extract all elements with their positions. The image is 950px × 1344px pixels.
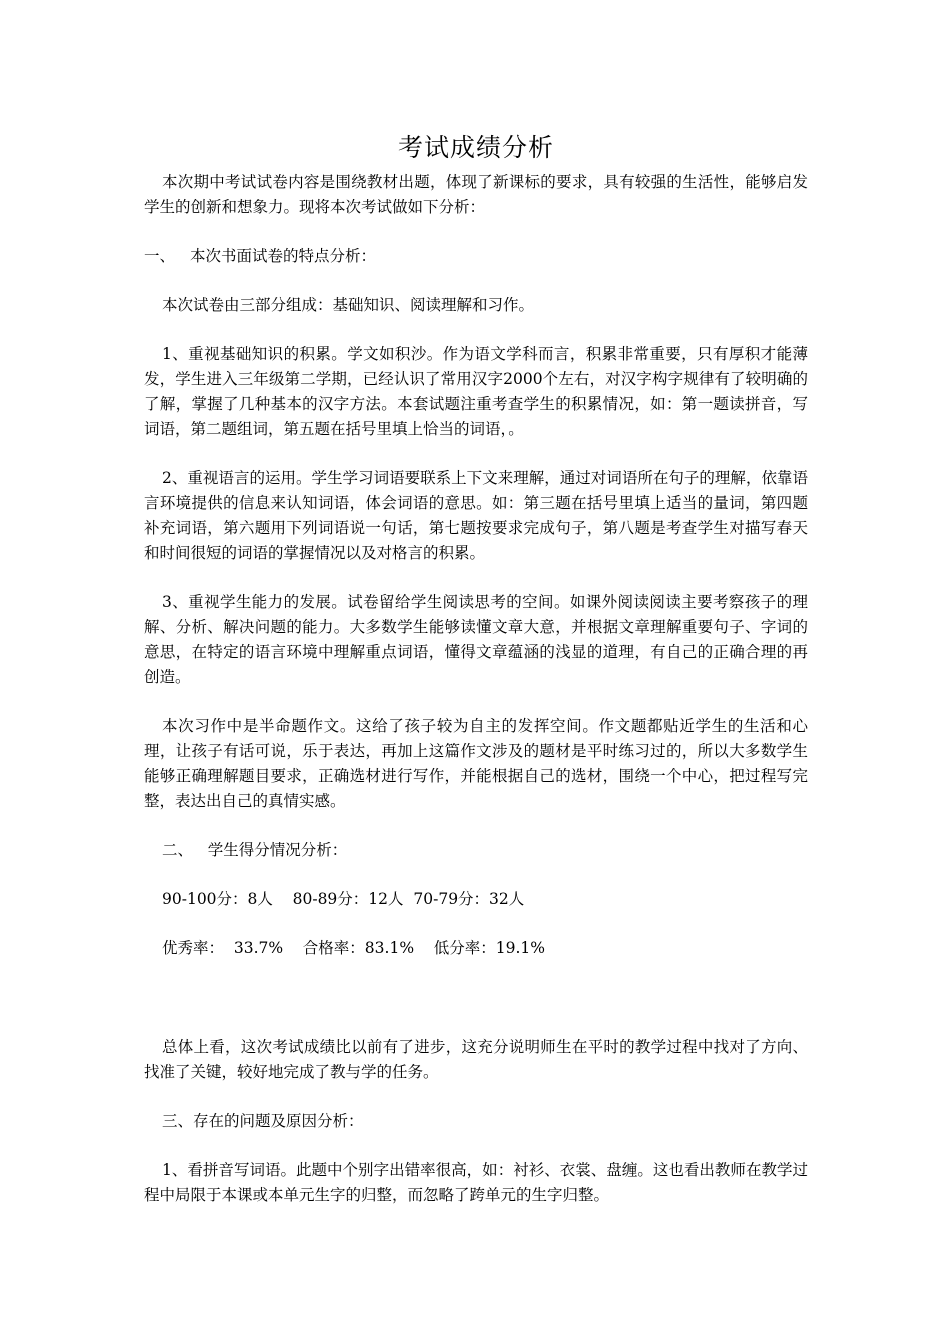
rates-line: 优秀率： 33.7% 合格率：83.1% 低分率：19.1% (162, 939, 545, 957)
intro-paragraph: 本次期中考试试卷内容是围绕教材出题，体现了新课标的要求，具有较强的生活性，能够启发学生的创新和想象力。现将本次考试做如下分析： (144, 173, 808, 216)
spacer (144, 566, 808, 590)
section1-point3: 3、重视学生能力的发展。试卷留给学生阅读思考的空间。如课外阅读阅读主要考察孩子的理解、分析、解决问题的能力。大多数学生能够读懂文章大意，并根据文章理解重要句子、字词的意思，在特定的语言环境中理解重点词语，懂得文章蕴涵的浅显的道理，有自己的正确合理的再创造。 (144, 593, 808, 686)
document-page (144, 126, 808, 1208)
section1-summary: 本次试卷由三部分组成：基础知识、阅读理解和习作。 (162, 296, 535, 314)
spacer (144, 220, 808, 244)
spacer (144, 1085, 808, 1109)
section1-point1: 1、重视基础知识的积累。学文如积沙。作为语文学科而言，积累非常重要，只有厚积才能薄发，学生进入三年级第二学期，已经认识了常用汉字2000个左右，对汉字构字规律有了较明确的了解，掌握了几种基本的汉字方法。本套试题注重考查学生的积累情况，如：第一题读拼音，写词语，第二题组词，第五题在括号里填上恰当的词语，。 (144, 345, 808, 438)
section1-number: 一、 (144, 247, 176, 265)
spacer (144, 442, 808, 466)
spacer (144, 269, 808, 293)
spacer (144, 690, 808, 714)
section1-point2: 2、重视语言的运用。学生学习词语要联系上下文来理解，通过对词语所在句子的理解，依靠语言环境提供的信息来认知词语，体会词语的意思。如：第三题在括号里填上适当的量词，第四题补充词语，第六题用下列词语说一句话，第七题按要求完成句子，第八题是考查学生对描写春天和时间很短的词语的掌握情况以及对格言的积累。 (144, 469, 808, 562)
section2-heading: 二、 学生得分情况分析： (162, 841, 348, 859)
composition-paragraph: 本次习作中是半命题作文。这给了孩子较为自主的发挥空间。作文题都贴近学生的生活和心理，让孩子有话可说，乐于表达，再加上这篇作文涉及的题材是平时练习过的，所以大多数学生能够正确理解题目要求，正确选材进行写作，并能根据自己的选材，围绕一个中心，把过程写完整，表达出自己的真情实感。 (144, 717, 808, 810)
section1-heading (144, 244, 808, 269)
section3-heading: 三、存在的问题及原因分析： (162, 1112, 364, 1130)
score-distribution: 90-100分：8人 80-89分：12人 70-79分：32人 (162, 890, 525, 908)
section1-title: 本次书面试卷的特点分析： (190, 247, 377, 265)
spacer (144, 912, 808, 936)
overall-paragraph: 总体上看，这次考试成绩比以前有了进步，这充分说明师生在平时的教学过程中找对了方向、找准了关键，较好地完成了教与学的任务。 (144, 1038, 808, 1081)
section3-point1: 1、看拼音写词语。此题中个别字出错率很高，如：衬衫、衣裳、盘缠。这也看出教师在教学过程中局限于本课或本单元生字的归整，而忽略了跨单元的生字归整。 (144, 1161, 808, 1204)
spacer (144, 814, 808, 838)
document-title: 考试成绩分析 (397, 133, 554, 162)
spacer (144, 1134, 808, 1158)
spacer (144, 318, 808, 342)
spacer (144, 863, 808, 887)
spacer (144, 961, 808, 1035)
